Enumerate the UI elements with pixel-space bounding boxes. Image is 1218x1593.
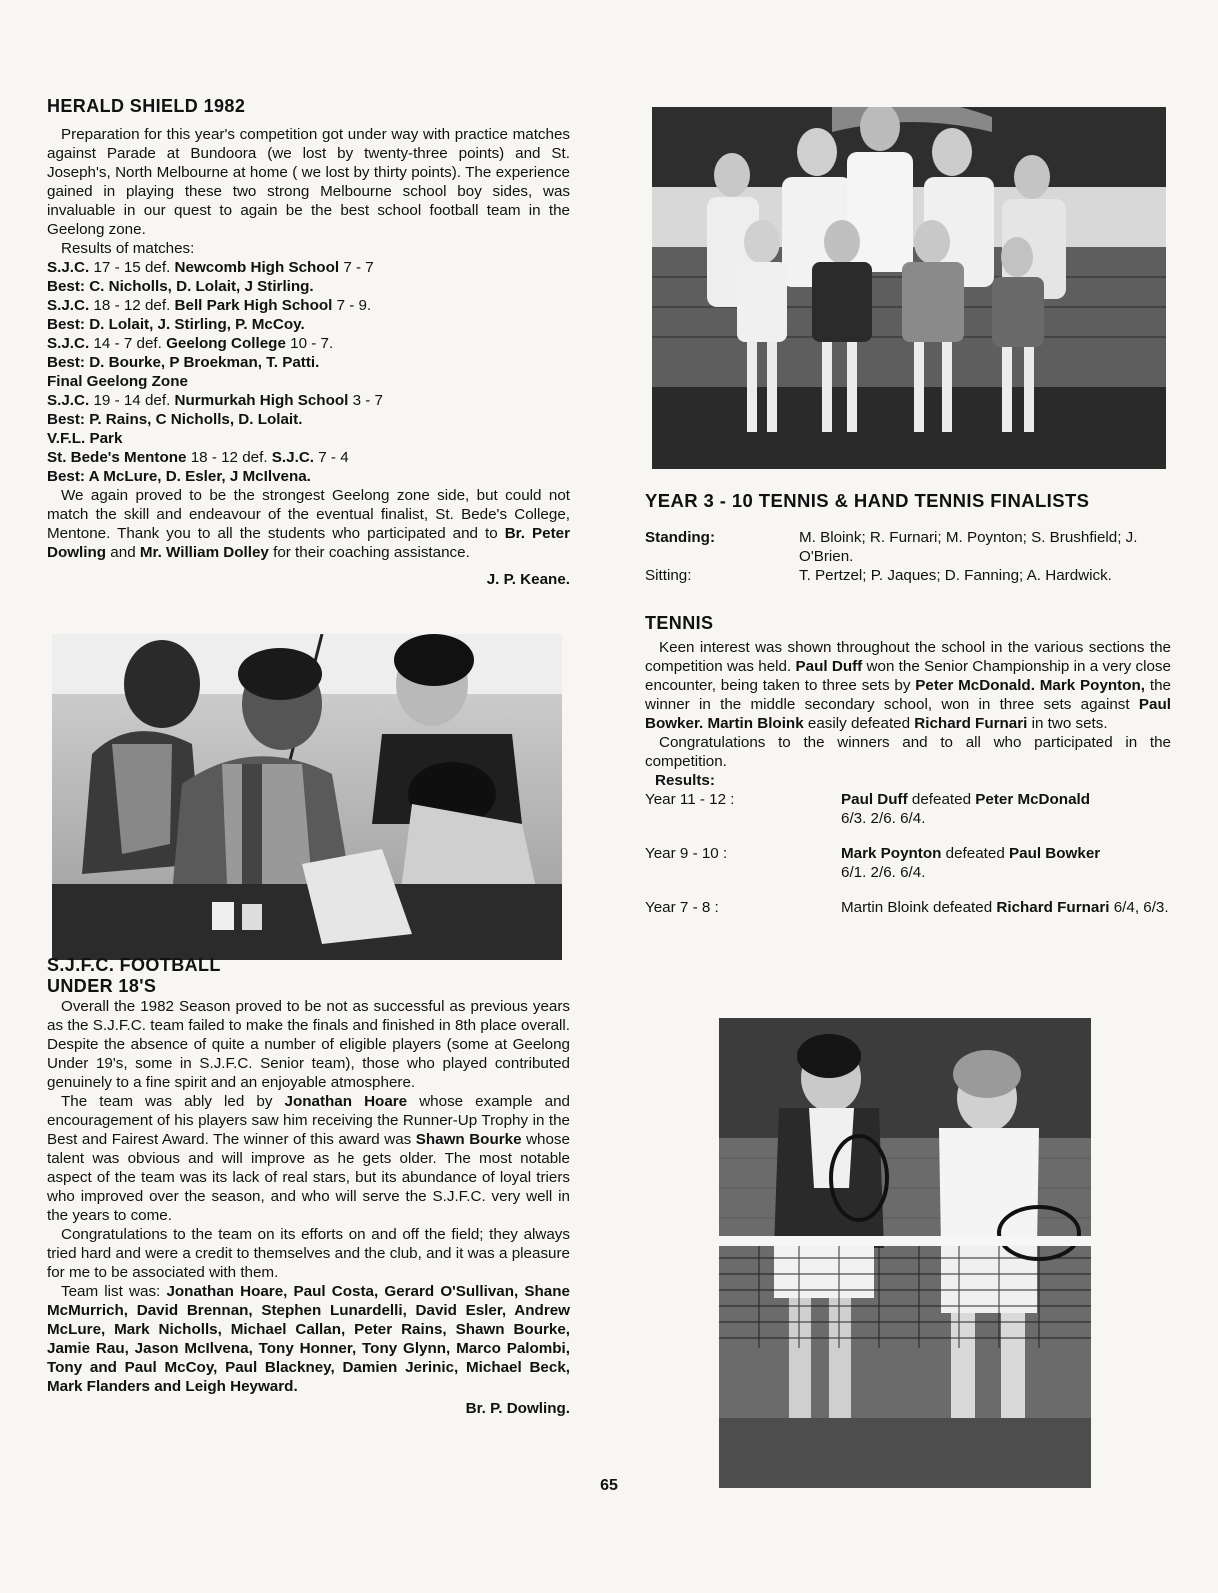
football-heading-2: UNDER 18'S: [47, 976, 157, 996]
loser: Paul Bowker: [1009, 845, 1101, 862]
tennis-paragraph-1: [645, 638, 1171, 733]
paragraph-text: Keen interest was shown throughout the school in the various sections the competition was held.: [645, 639, 1171, 675]
player-name: Peter McDonald. Mark Poynton,: [915, 677, 1146, 694]
final-zone-label: Final Geelong Zone: [47, 373, 188, 390]
football-paragraph-2: [47, 1092, 570, 1225]
match-5: [47, 448, 570, 467]
match-2-best: Best: D. Lolait, J. Stirling, P. McCoy.: [47, 316, 305, 333]
player-name: Richard Furnari: [914, 715, 1028, 732]
coach-name: Br. Peter Dowling: [47, 525, 570, 561]
paragraph-text: easily defeated: [807, 715, 911, 732]
loser: Peter McDonald: [975, 791, 1091, 808]
standing-row: [645, 528, 1171, 566]
vfl-park-label: V.F.L. Park: [47, 430, 123, 447]
tennis-finalists-photo: [652, 107, 1166, 469]
standing-label: Standing:: [645, 529, 716, 546]
team-b: Nurmurkah High School: [174, 392, 349, 409]
defeated-text: defeated: [933, 899, 993, 916]
score-a: 14 - 7 def.: [93, 335, 162, 352]
football-paragraph-3: Congratulations to the team on its efforts on and off the field; they always tried hard and were a credit to themselves and the club, and it was a pleasure for me to be associated with them.: [47, 1226, 570, 1281]
match-5-best: Best: A McLure, D. Esler, J McIlvena.: [47, 468, 311, 485]
finalists-section: [645, 490, 1171, 933]
sitting-label: Sitting:: [645, 567, 692, 584]
team-b: Geelong College: [166, 335, 286, 352]
result-year-label: Year 11 - 12 :: [645, 791, 735, 808]
results-label: Results of matches:: [61, 240, 195, 257]
sitting-names: T. Pertzel; P. Jaques; D. Fanning; A. Hardwick.: [799, 567, 1112, 584]
herald-closing: [47, 486, 570, 562]
team-list-label: Team list was:: [61, 1283, 161, 1300]
closing-text: for their coaching assistance.: [273, 544, 470, 561]
match-4: [47, 391, 570, 410]
defeated-text: defeated: [945, 845, 1005, 862]
score-a: 19 - 14 def.: [93, 392, 171, 409]
winner: Mark Poynton: [841, 845, 942, 862]
result-2: [841, 844, 1171, 882]
team-b: Newcomb High School: [174, 259, 340, 276]
herald-intro: Preparation for this year's competition got under way with practice matches against Parade at Bundoora (we lost by twenty-three points) and St. Joseph's, North Melbourne at home ( we lost by thirty points). The experience gained in playing these two strong Melbourne school boy sides, was invaluable in our quest to again be the best school football team in the Geelong zone.: [47, 126, 570, 238]
paragraph-text: whose talent was obvious and will improve as he gets older. The most notable aspect of the team was its lack of real stars, but its abundance of loyal triers who improved over the season, and who will serve the S.J.F.C. very well in the years to come.: [47, 1131, 570, 1224]
match-2: [47, 296, 570, 315]
team-a: S.J.C.: [47, 335, 90, 352]
herald-signature: J. P. Keane.: [486, 571, 570, 588]
closing-and: and: [110, 544, 136, 561]
winner: Paul Duff: [841, 791, 908, 808]
team-a: S.J.C.: [47, 259, 90, 276]
football-section: [47, 955, 570, 1418]
score-b: 10 - 7.: [290, 335, 334, 352]
tennis-players-photo: [719, 1018, 1091, 1488]
tennis-paragraph-2: Congratulations to the winners and to all who participated in the competition.: [645, 734, 1171, 770]
score-a: 18 - 12 def.: [93, 297, 171, 314]
team-b: Bell Park High School: [174, 297, 333, 314]
match-4-best: Best: P. Rains, C Nicholls, D. Lolait.: [47, 411, 303, 428]
team-a: S.J.C.: [47, 297, 90, 314]
page-number: 65: [600, 1477, 618, 1494]
team-a: S.J.C.: [47, 392, 90, 409]
player-name: Paul Bowker. Martin Bloink: [645, 696, 1171, 732]
winner: Martin Bloink: [841, 899, 929, 916]
paragraph-text: won the Senior Championship in a very close encounter, being taken to three sets by: [645, 658, 1171, 694]
score-b: 7 - 9.: [336, 297, 372, 314]
football-paragraph-1: Overall the 1982 Season proved to be not as successful as previous years as the S.J.F.C. team failed to make the finals and finished in 8th place overall. Despite the absence of quite a number of eligible players (some at Geelong Under 19's, some in S.J.F.C. Senior team), those who played contributed genuinely to a fine spirit and an enjoyable atmosphere.: [47, 998, 570, 1091]
finalists-heading: YEAR 3 - 10 TENNIS & HAND TENNIS FINALISTS: [645, 490, 1090, 511]
herald-shield-heading: HERALD SHIELD 1982: [47, 96, 246, 116]
defeated-text: defeated: [911, 791, 972, 808]
team-a: St. Bede's Mentone: [47, 449, 187, 466]
tennis-heading: TENNIS: [645, 613, 714, 633]
match-3-best: Best: D. Bourke, P Broekman, T. Patti.: [47, 354, 320, 371]
score-a: 18 - 12 def.: [190, 449, 268, 466]
coach-name: Mr. William Dolley: [139, 544, 269, 561]
closing-text: We again proved to be the strongest Geelong zone side, but could not match the skill and endeavour of the eventual finalist, St. Bede's College, Mentone. Thank you to all the students who participated and to: [47, 487, 570, 542]
football-signature: Br. P. Dowling.: [465, 1400, 570, 1417]
player-name: Jonathan Hoare: [284, 1093, 408, 1110]
score: 6/1. 2/6. 6/4.: [841, 864, 926, 881]
result-3: [841, 898, 1171, 917]
score-b: 7 - 4: [318, 449, 349, 466]
score: 6/3. 2/6. 6/4.: [841, 810, 926, 827]
result-year-label: Year 9 - 10 :: [645, 845, 728, 862]
football-team-photo: [52, 634, 562, 960]
paragraph-text: the winner in the middle secondary school, won in three sets against: [645, 677, 1171, 713]
paragraph-text: in two sets.: [1031, 715, 1108, 732]
loser: Richard Furnari: [996, 899, 1110, 916]
score: 6/4, 6/3.: [1113, 899, 1169, 916]
left-column: [47, 96, 570, 589]
match-1-best: Best: C. Nicholls, D. Lolait, J Stirling.: [47, 278, 314, 295]
standing-names: M. Bloink; R. Furnari; M. Poynton; S. Brushfield; J. O'Brien.: [799, 529, 1138, 565]
match-3: [47, 334, 570, 353]
sitting-row: [645, 566, 1171, 585]
result-year-label: Year 7 - 8 :: [645, 899, 719, 916]
player-name: Paul Duff: [795, 658, 863, 675]
match-1: [47, 258, 570, 277]
tennis-results: [645, 790, 1171, 933]
score-a: 17 - 15 def.: [93, 259, 171, 276]
player-name: Shawn Bourke: [415, 1131, 522, 1148]
team-b: S.J.C.: [271, 449, 315, 466]
team-list: [47, 1282, 570, 1396]
paragraph-text: whose example and encouragement of his players saw him receiving the Runner-Up Trophy in the Best and Fairest Award. The winner of this award was: [47, 1093, 570, 1148]
team-list-names: Jonathan Hoare, Paul Costa, Gerard O'Sullivan, Shane McMurrich, David Brennan, Stephen Lunardelli, David Esler, Andrew McLure, Mark Nicholls, Michael Callan, Peter Rains, Shawn Bourke, Jamie Rau, Jason McIlvena, Tony Honner, Tony Glynn, Marco Palombi, Tony and Paul McCoy, Paul Blackney, Damien Jerinic, Michael Beck, Mark Flanders and Leigh Heyward.: [47, 1283, 570, 1395]
score-b: 7 - 7: [343, 259, 374, 276]
result-1: [841, 790, 1171, 828]
tennis-results-label: Results:: [655, 772, 715, 789]
football-heading-1: S.J.F.C. FOOTBALL: [47, 955, 221, 975]
paragraph-text: The team was ably led by: [61, 1093, 273, 1110]
score-b: 3 - 7: [352, 392, 383, 409]
